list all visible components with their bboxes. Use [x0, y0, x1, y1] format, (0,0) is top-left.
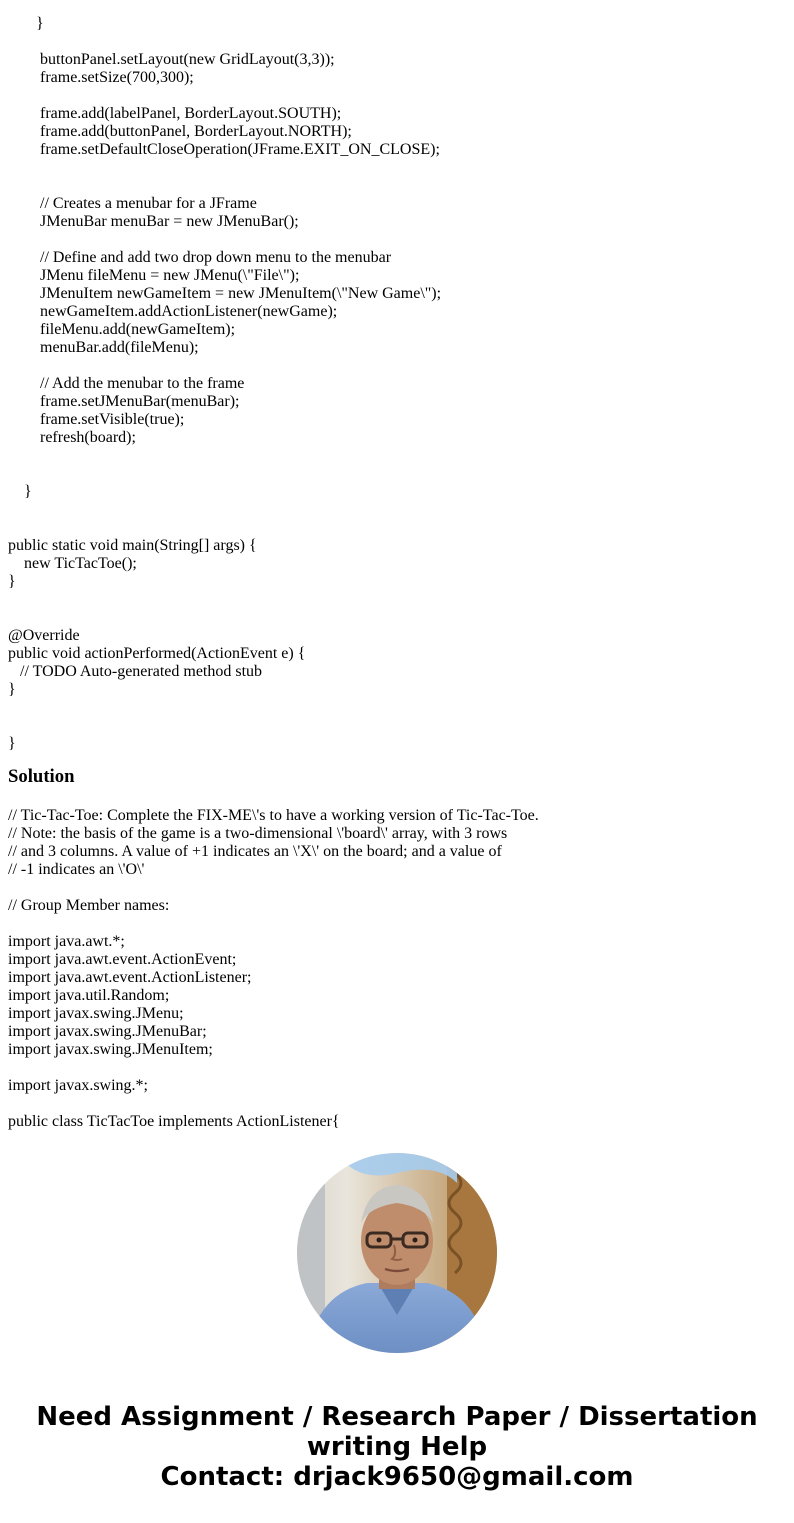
author-portrait-image — [297, 1153, 497, 1353]
code-listing-solution: // Tic-Tac-Toe: Complete the FIX-ME\'s to have a working version of Tic-Tac-Toe. // Note: the basis of the game is a two-dimensional \'board\' array, with 3 rows // and 3 columns. A value of +1 indicates an \'X\' on the board; and a value of // -1 indicates an \'O\' // Group Member names: import java.awt.*; import java.awt.event.ActionEvent; import java.awt.event.ActionListener; import java.util.Random; import javax.swing.JMenu; import javax.swing.JMenuBar; import javax.swing.JMenuItem; import javax.swing.*; public class TicTacToe implements ActionListener{ — [8, 807, 539, 1130]
solution-heading: Solution — [8, 766, 75, 787]
promo-line-1: Need Assignment / Research Paper / Dissertation — [36, 1402, 758, 1432]
author-avatar — [297, 1153, 497, 1353]
promo-line-2: writing Help — [306, 1432, 488, 1462]
code-listing-top: } buttonPanel.setLayout(new GridLayout(3,3)); frame.setSize(700,300); frame.add(labelPanel, BorderLayout.SOUTH); frame.add(buttonPanel, BorderLayout.NORTH); frame.setDefaultCloseOperation(JFrame.EXIT_ON_CLOSE); // Creates a menubar for a JFrame JMenuBar menuBar = new JMenuBar(); // Define and add two drop down menu to the menubar JMenu fileMenu = new JMenu(\"File\"); JMenuItem newGameItem = new JMenuItem(\"New Game\"); newGameItem.addActionListener(newGame); fileMenu.add(newGameItem); menuBar.add(fileMenu); // Add the menubar to the frame frame.setJMenuBar(menuBar); frame.setVisible(true); refresh(board); } public static void main(String[] args) { new TicTacToe(); } @Override public void actionPerformed(ActionEvent e) { // TODO Auto-generated method stub } } — [8, 15, 442, 752]
promo-contact-line: Contact: drjack9650@gmail.com — [160, 1462, 634, 1492]
promo-banner — [0, 1402, 794, 1492]
